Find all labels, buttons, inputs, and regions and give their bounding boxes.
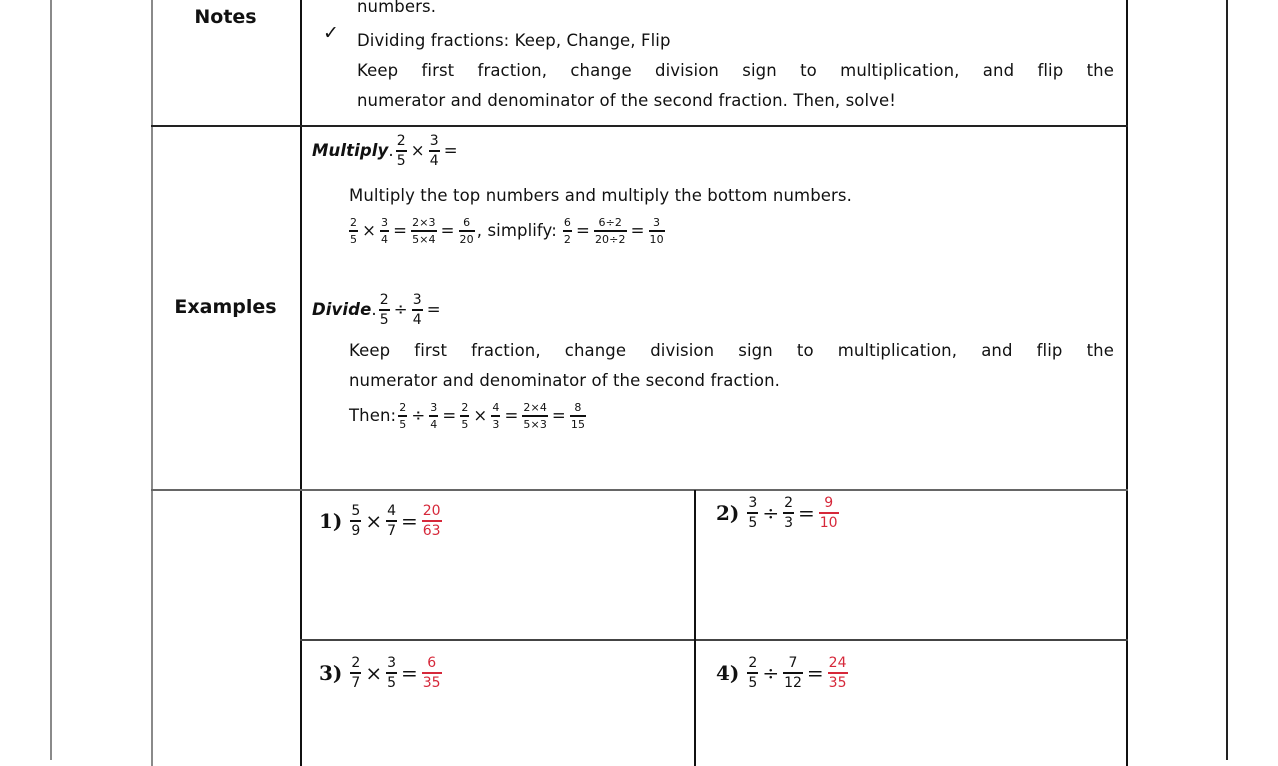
fraction-bar (396, 150, 407, 152)
fraction-bar (349, 230, 358, 232)
denominator: 5 (379, 311, 389, 328)
numerator: 4 (492, 401, 500, 415)
fraction-bar (411, 230, 437, 232)
fraction (649, 217, 665, 245)
text: 4) (716, 660, 740, 685)
denominator: 3 (492, 417, 500, 431)
operator: × (362, 221, 377, 240)
numerator: 6 (427, 655, 437, 671)
practice-problem-4 (716, 656, 850, 690)
fraction-bar (747, 672, 758, 674)
numerator: 2 (399, 401, 407, 415)
numerator: 3 (381, 216, 389, 230)
operator: = (393, 221, 408, 240)
fraction (350, 504, 361, 538)
notes-item-body-2: numerator and denominator of the second fraction. Then, solve! (357, 91, 896, 110)
fraction (594, 217, 627, 245)
practice-problem-2 (716, 496, 841, 530)
fraction-bar (649, 230, 665, 232)
operator: = (630, 221, 645, 240)
numerator: 7 (788, 655, 798, 671)
fraction-bar (350, 520, 361, 522)
denominator: 15 (570, 417, 586, 431)
fraction-bar (412, 309, 423, 311)
fraction (563, 217, 572, 245)
multiply-title-punct: . (388, 140, 394, 160)
text: 3) (319, 660, 343, 685)
numerator: 6 (563, 216, 571, 230)
numerator: 3 (430, 401, 438, 415)
fraction (459, 217, 475, 245)
denominator: 35 (828, 674, 847, 691)
notes-item-body-1: Keep first fraction, change division sign to multiplication, and flip the (357, 61, 1114, 80)
denominator: 10 (819, 514, 838, 531)
multiply-instruction: Multiply the top numbers and multiply the bottom numbers. (349, 186, 852, 205)
denominator: 4 (381, 232, 389, 246)
fraction-bar (460, 415, 469, 417)
numerator: 2 (396, 133, 406, 149)
fraction-bar (386, 672, 397, 674)
denominator: 20÷2 (594, 232, 626, 246)
denominator: 5 (461, 417, 469, 431)
page-right-border (1226, 0, 1228, 760)
denominator: 5 (350, 232, 358, 246)
denominator: 20 (459, 232, 474, 246)
fraction-bar (386, 520, 397, 522)
numerator: 2 (784, 495, 793, 511)
denominator: 5 (399, 417, 407, 431)
fraction-bar (783, 512, 794, 514)
fraction (386, 504, 397, 538)
fraction-bar (459, 230, 475, 232)
fraction (412, 293, 423, 327)
denominator: 12 (784, 674, 802, 691)
operator: ÷ (411, 406, 426, 425)
operator: = (798, 500, 815, 525)
operator: = (401, 660, 418, 685)
divide-title: Divide (312, 299, 372, 319)
operator: × (365, 660, 383, 685)
numerator: 2×4 (523, 401, 547, 415)
practice-problem-3 (319, 656, 444, 690)
fraction-bar (379, 309, 390, 311)
operator: × (473, 406, 488, 425)
denominator: 3 (784, 514, 793, 531)
denominator: 9 (351, 522, 361, 539)
divide-example-problem (312, 293, 443, 327)
fraction (783, 496, 794, 530)
simplify-label: , simplify: (476, 221, 557, 240)
fraction-bar (429, 415, 438, 417)
fraction-bar (380, 230, 389, 232)
fraction (380, 217, 389, 245)
fraction-bar (491, 415, 500, 417)
numerator: 6 (463, 216, 471, 230)
fraction (783, 656, 803, 690)
operator: ÷ (762, 660, 780, 685)
text: 2) (716, 500, 740, 525)
fraction (396, 134, 407, 168)
notes-item-title: Dividing fractions: Keep, Change, Flip (357, 31, 671, 50)
numerator: 3 (748, 495, 758, 511)
fraction (411, 217, 437, 245)
numerator: 2×3 (412, 216, 436, 230)
label-column-divider (300, 0, 302, 766)
fraction-bar (828, 672, 848, 674)
fraction-bar (563, 230, 572, 232)
multiply-example-problem (312, 134, 460, 168)
operator: ÷ (393, 299, 408, 319)
fraction (747, 656, 758, 690)
fraction-bar (522, 415, 548, 417)
numerator: 6÷2 (598, 216, 622, 230)
operator: = (576, 221, 590, 240)
text: 1) (319, 508, 343, 533)
fraction-bar (422, 520, 442, 522)
denominator: 2 (563, 232, 571, 246)
fraction-bar (819, 512, 839, 514)
notes-label: Notes (194, 6, 257, 28)
notes-table (151, 0, 1128, 766)
fraction-bar (594, 230, 627, 232)
numerator: 5 (351, 503, 361, 519)
divide-steps (349, 401, 588, 431)
numerator: 3 (387, 655, 396, 671)
fraction (379, 293, 390, 327)
multiply-title: Multiply (312, 140, 389, 160)
operator: = (440, 221, 455, 240)
fraction (429, 402, 438, 430)
answer (828, 656, 848, 690)
operator: = (806, 660, 824, 685)
operator: = (401, 508, 418, 533)
denominator: 4 (412, 311, 422, 328)
numerator: 3 (653, 216, 661, 230)
denominator: 63 (422, 522, 441, 539)
numerator: 2 (351, 655, 361, 671)
divide-instruction-2: numerator and denominator of the second fraction. (349, 371, 780, 390)
numerator: 9 (824, 495, 834, 511)
numerator: 20 (422, 503, 441, 519)
fraction-bar (422, 672, 442, 674)
numerator: 3 (412, 292, 422, 308)
fraction (570, 402, 586, 430)
numerator: 8 (574, 401, 582, 415)
fraction (349, 217, 358, 245)
denominator: 5×4 (412, 232, 436, 246)
denominator: 10 (649, 232, 664, 246)
denominator: 5 (387, 674, 396, 691)
notes-bottom-rule (151, 125, 1128, 127)
answer (422, 656, 442, 690)
operator: × (410, 140, 425, 160)
operator: ÷ (762, 500, 780, 525)
fraction-bar (783, 672, 803, 674)
fraction-bar (429, 150, 440, 152)
practice-problem-1 (319, 504, 444, 538)
operator: = (442, 406, 457, 425)
fraction-bar (398, 415, 407, 417)
practice-column-divider (694, 490, 696, 766)
page-left-border (50, 0, 52, 760)
fraction (460, 402, 469, 430)
numerator: 2 (350, 216, 358, 230)
fraction-bar (570, 415, 586, 417)
denominator: 7 (351, 674, 361, 691)
notes-partial-line: numbers. (357, 0, 437, 16)
numerator: 24 (828, 655, 847, 671)
numerator: 2 (461, 401, 469, 415)
divide-title-punct: . (371, 299, 377, 319)
fraction-bar (747, 512, 758, 514)
denominator: 5 (396, 152, 406, 169)
fraction (491, 402, 500, 430)
equals: = (443, 140, 458, 160)
denominator: 7 (387, 522, 396, 539)
fraction (386, 656, 397, 690)
answer (819, 496, 839, 530)
table-right-border (1126, 0, 1128, 766)
denominator: 5×3 (523, 417, 547, 431)
examples-bottom-rule (151, 489, 1128, 491)
numerator: 3 (429, 133, 439, 149)
numerator: 2 (379, 292, 389, 308)
check-mark-icon: ✓ (323, 22, 339, 44)
operator: × (365, 508, 383, 533)
numerator: 4 (387, 503, 396, 519)
divide-instruction-1: Keep first fraction, change division sign to multiplication, and flip the (349, 341, 1114, 360)
fraction (350, 656, 361, 690)
fraction (398, 402, 407, 430)
practice-row-rule (300, 639, 1128, 641)
equals: = (426, 299, 441, 319)
numerator: 2 (748, 655, 758, 671)
denominator: 4 (430, 417, 438, 431)
table-left-border (151, 0, 153, 766)
answer (422, 504, 442, 538)
operator: = (551, 406, 566, 425)
denominator: 35 (422, 674, 441, 691)
examples-label: Examples (174, 296, 277, 318)
denominator: 5 (748, 514, 758, 531)
fraction (747, 496, 758, 530)
fraction (429, 134, 440, 168)
then-label: Then: (349, 406, 397, 425)
operator: = (504, 406, 519, 425)
fraction (522, 402, 548, 430)
multiply-steps (347, 216, 667, 246)
fraction-bar (350, 672, 361, 674)
denominator: 4 (429, 152, 439, 169)
denominator: 5 (748, 674, 758, 691)
